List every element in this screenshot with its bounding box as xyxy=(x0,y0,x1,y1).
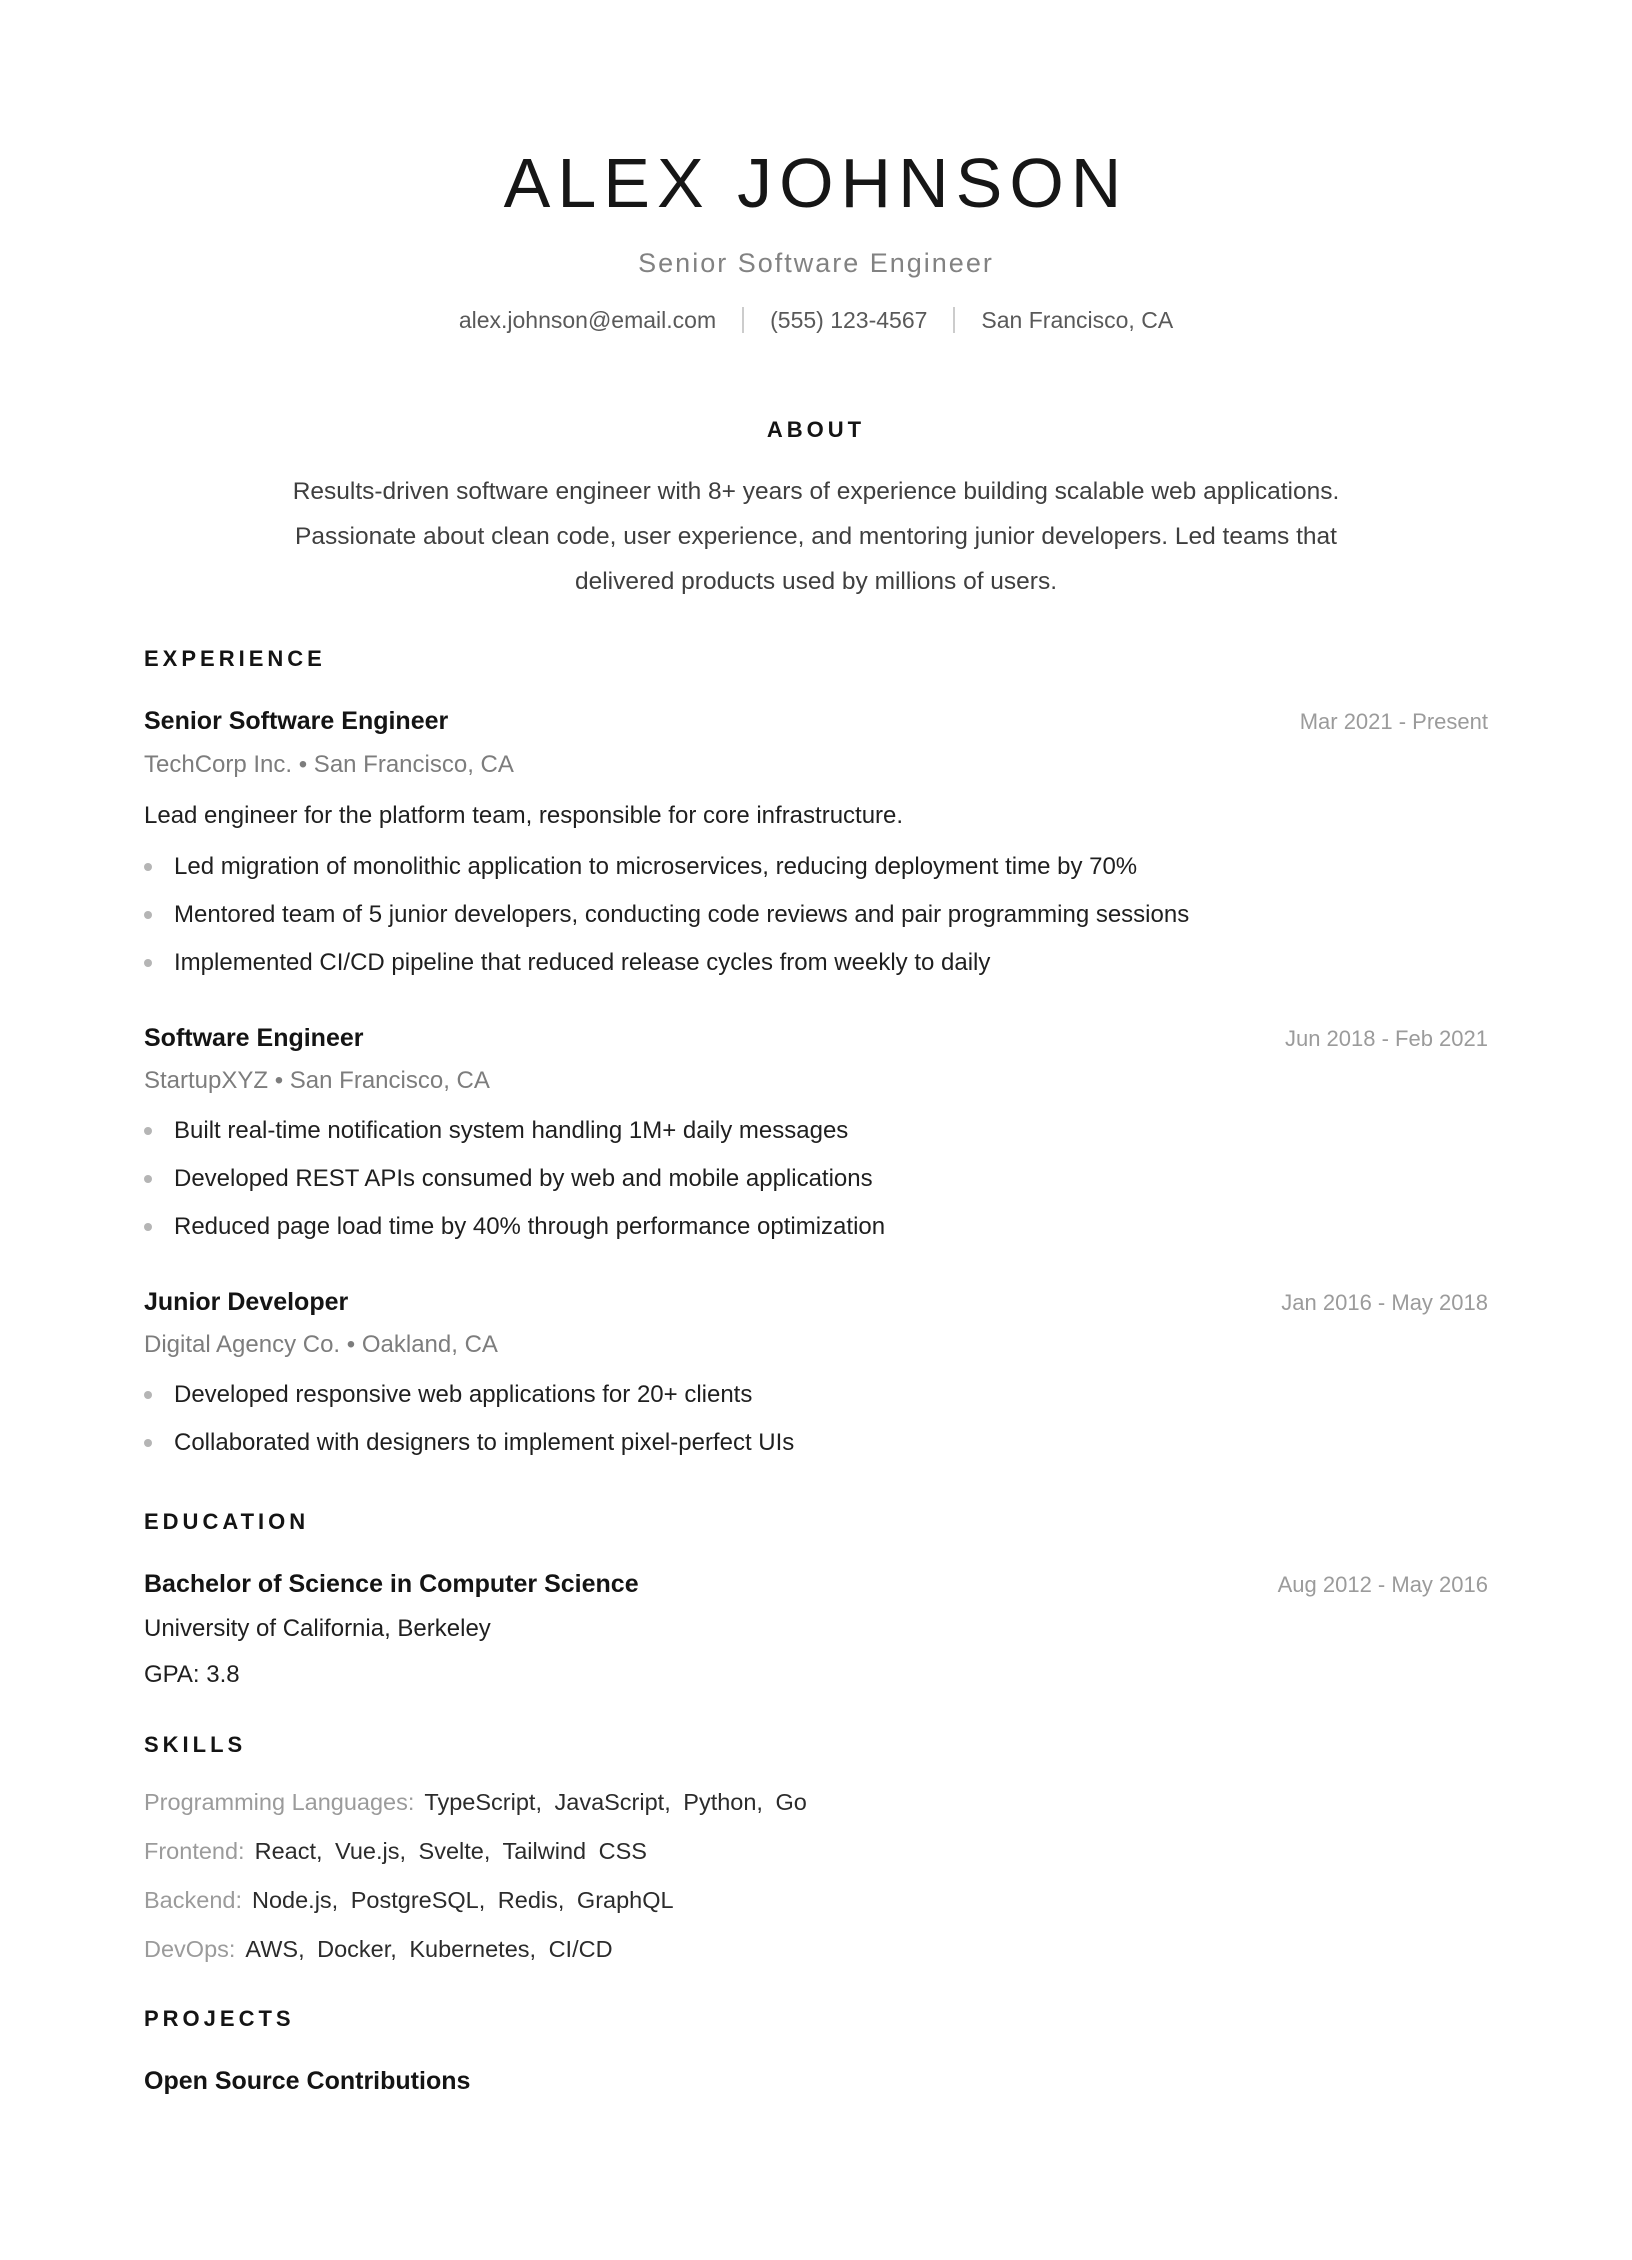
job-company: StartupXYZ • San Francisco, CA xyxy=(144,1067,490,1095)
job-title: Junior Developer xyxy=(144,1287,349,1316)
person-title: Senior Software Engineer xyxy=(638,248,994,278)
bullet-dot-icon xyxy=(144,1439,152,1447)
skill-category-label: Programming Languages: xyxy=(144,1788,415,1815)
bullet-text: Reduced page load time by 40% through performance optimization xyxy=(174,1212,886,1240)
contact-location: San Francisco, CA xyxy=(981,307,1174,333)
resume-page xyxy=(0,144,1632,2095)
contact-separator xyxy=(953,307,955,333)
contact-email: alex.johnson@email.com xyxy=(458,307,717,333)
bullet-dot-icon xyxy=(144,863,152,871)
job-dates: Jun 2018 - Feb 2021 xyxy=(1284,1025,1488,1051)
job-dates: Mar 2021 - Present xyxy=(1299,709,1488,735)
bullet-dot-icon xyxy=(144,1391,152,1399)
job-dates: Jan 2016 - May 2018 xyxy=(1281,1289,1488,1315)
bullet-item xyxy=(144,1419,1488,1467)
project-title: Open Source Contributions xyxy=(144,2066,471,2095)
skills-list xyxy=(144,1787,1488,1964)
contact-phone: (555) 123-4567 xyxy=(770,307,928,333)
bullet-item xyxy=(144,1203,1488,1251)
skill-category-label: Backend: xyxy=(144,1886,242,1913)
person-name: ALEX JOHNSON xyxy=(503,144,1129,222)
bullet-text: Developed REST APIs consumed by web and mobile applications xyxy=(174,1164,873,1192)
about-heading: ABOUT xyxy=(766,417,866,443)
project-entry xyxy=(144,2068,1488,2096)
skill-category-label: DevOps: xyxy=(144,1935,236,1962)
bullet-dot-icon xyxy=(144,911,152,919)
bullet-text: Led migration of monolithic application to microservices, reducing deployment time by 70% xyxy=(174,852,1138,880)
about-text: Results-driven software engineer with 8+ years of experience building scalable web applications. Passionate about clean code, user experience, and mentoring junior developers. Led teams that delivered products used by millions of users. xyxy=(292,478,1340,596)
bullet-dot-icon xyxy=(144,1127,152,1135)
bullet-dot-icon xyxy=(144,1223,152,1231)
experience-entry-header xyxy=(144,1289,1488,1317)
job-company: Digital Agency Co. • Oakland, CA xyxy=(144,1331,498,1359)
experience-entry-header xyxy=(144,708,1488,736)
bullet-dot-icon xyxy=(144,959,152,967)
bullet-item xyxy=(144,1371,1488,1419)
degree-title: Bachelor of Science in Computer Science xyxy=(144,1569,639,1598)
job-title: Senior Software Engineer xyxy=(144,707,449,736)
bullet-item xyxy=(144,843,1488,891)
skill-values: AWS, Docker, Kubernetes, CI/CD xyxy=(245,1935,613,1962)
experience-list xyxy=(144,708,1488,1466)
job-description: Lead engineer for the platform team, responsible for core infrastructure. xyxy=(144,802,904,830)
experience-entry xyxy=(144,708,1488,987)
skill-category-label: Frontend: xyxy=(144,1837,245,1864)
job-bullets xyxy=(144,1107,1488,1251)
contact-line xyxy=(144,307,1488,333)
skills-row xyxy=(144,1836,1488,1866)
contact-separator xyxy=(742,307,744,333)
bullet-text: Implemented CI/CD pipeline that reduced release cycles from weekly to daily xyxy=(174,948,991,976)
bullet-dot-icon xyxy=(144,1175,152,1183)
experience-entry-header xyxy=(144,1025,1488,1053)
skill-values: React, Vue.js, Svelte, Tailwind CSS xyxy=(254,1837,647,1864)
bullet-text: Built real-time notification system handling 1M+ daily messages xyxy=(174,1116,849,1144)
experience-heading: EXPERIENCE xyxy=(144,646,326,672)
job-title: Software Engineer xyxy=(144,1023,364,1052)
skills-row xyxy=(144,1934,1488,1964)
school-name: University of California, Berkeley xyxy=(144,1615,491,1643)
bullet-text: Collaborated with designers to implement pixel-perfect UIs xyxy=(174,1428,795,1456)
education-dates: Aug 2012 - May 2016 xyxy=(1277,1571,1488,1597)
skill-values: Node.js, PostgreSQL, Redis, GraphQL xyxy=(251,1886,674,1913)
skill-values: TypeScript, JavaScript, Python, Go xyxy=(424,1788,807,1815)
education-heading: EDUCATION xyxy=(144,1508,310,1534)
bullet-text: Developed responsive web applications for 20+ clients xyxy=(174,1380,753,1408)
skills-row xyxy=(144,1787,1488,1817)
project-entry-header xyxy=(144,2068,1488,2096)
education-entry xyxy=(144,1571,1488,1690)
education-entry-header xyxy=(144,1571,1488,1599)
job-company: TechCorp Inc. • San Francisco, CA xyxy=(144,750,514,778)
skills-heading: SKILLS xyxy=(144,1731,247,1757)
experience-entry xyxy=(144,1289,1488,1467)
bullet-text: Mentored team of 5 junior developers, conducting code reviews and pair programming sessions xyxy=(174,900,1190,928)
projects-heading: PROJECTS xyxy=(144,2005,295,2031)
bullet-item xyxy=(144,1107,1488,1155)
bullet-item xyxy=(144,891,1488,939)
bullet-item xyxy=(144,939,1488,987)
skills-row xyxy=(144,1885,1488,1915)
resume-header xyxy=(144,144,1488,333)
job-bullets xyxy=(144,1371,1488,1467)
gpa-line: GPA: 3.8 xyxy=(144,1661,240,1689)
projects-list xyxy=(144,2068,1488,2096)
bullet-item xyxy=(144,1155,1488,1203)
job-bullets xyxy=(144,843,1488,987)
experience-entry xyxy=(144,1025,1488,1251)
